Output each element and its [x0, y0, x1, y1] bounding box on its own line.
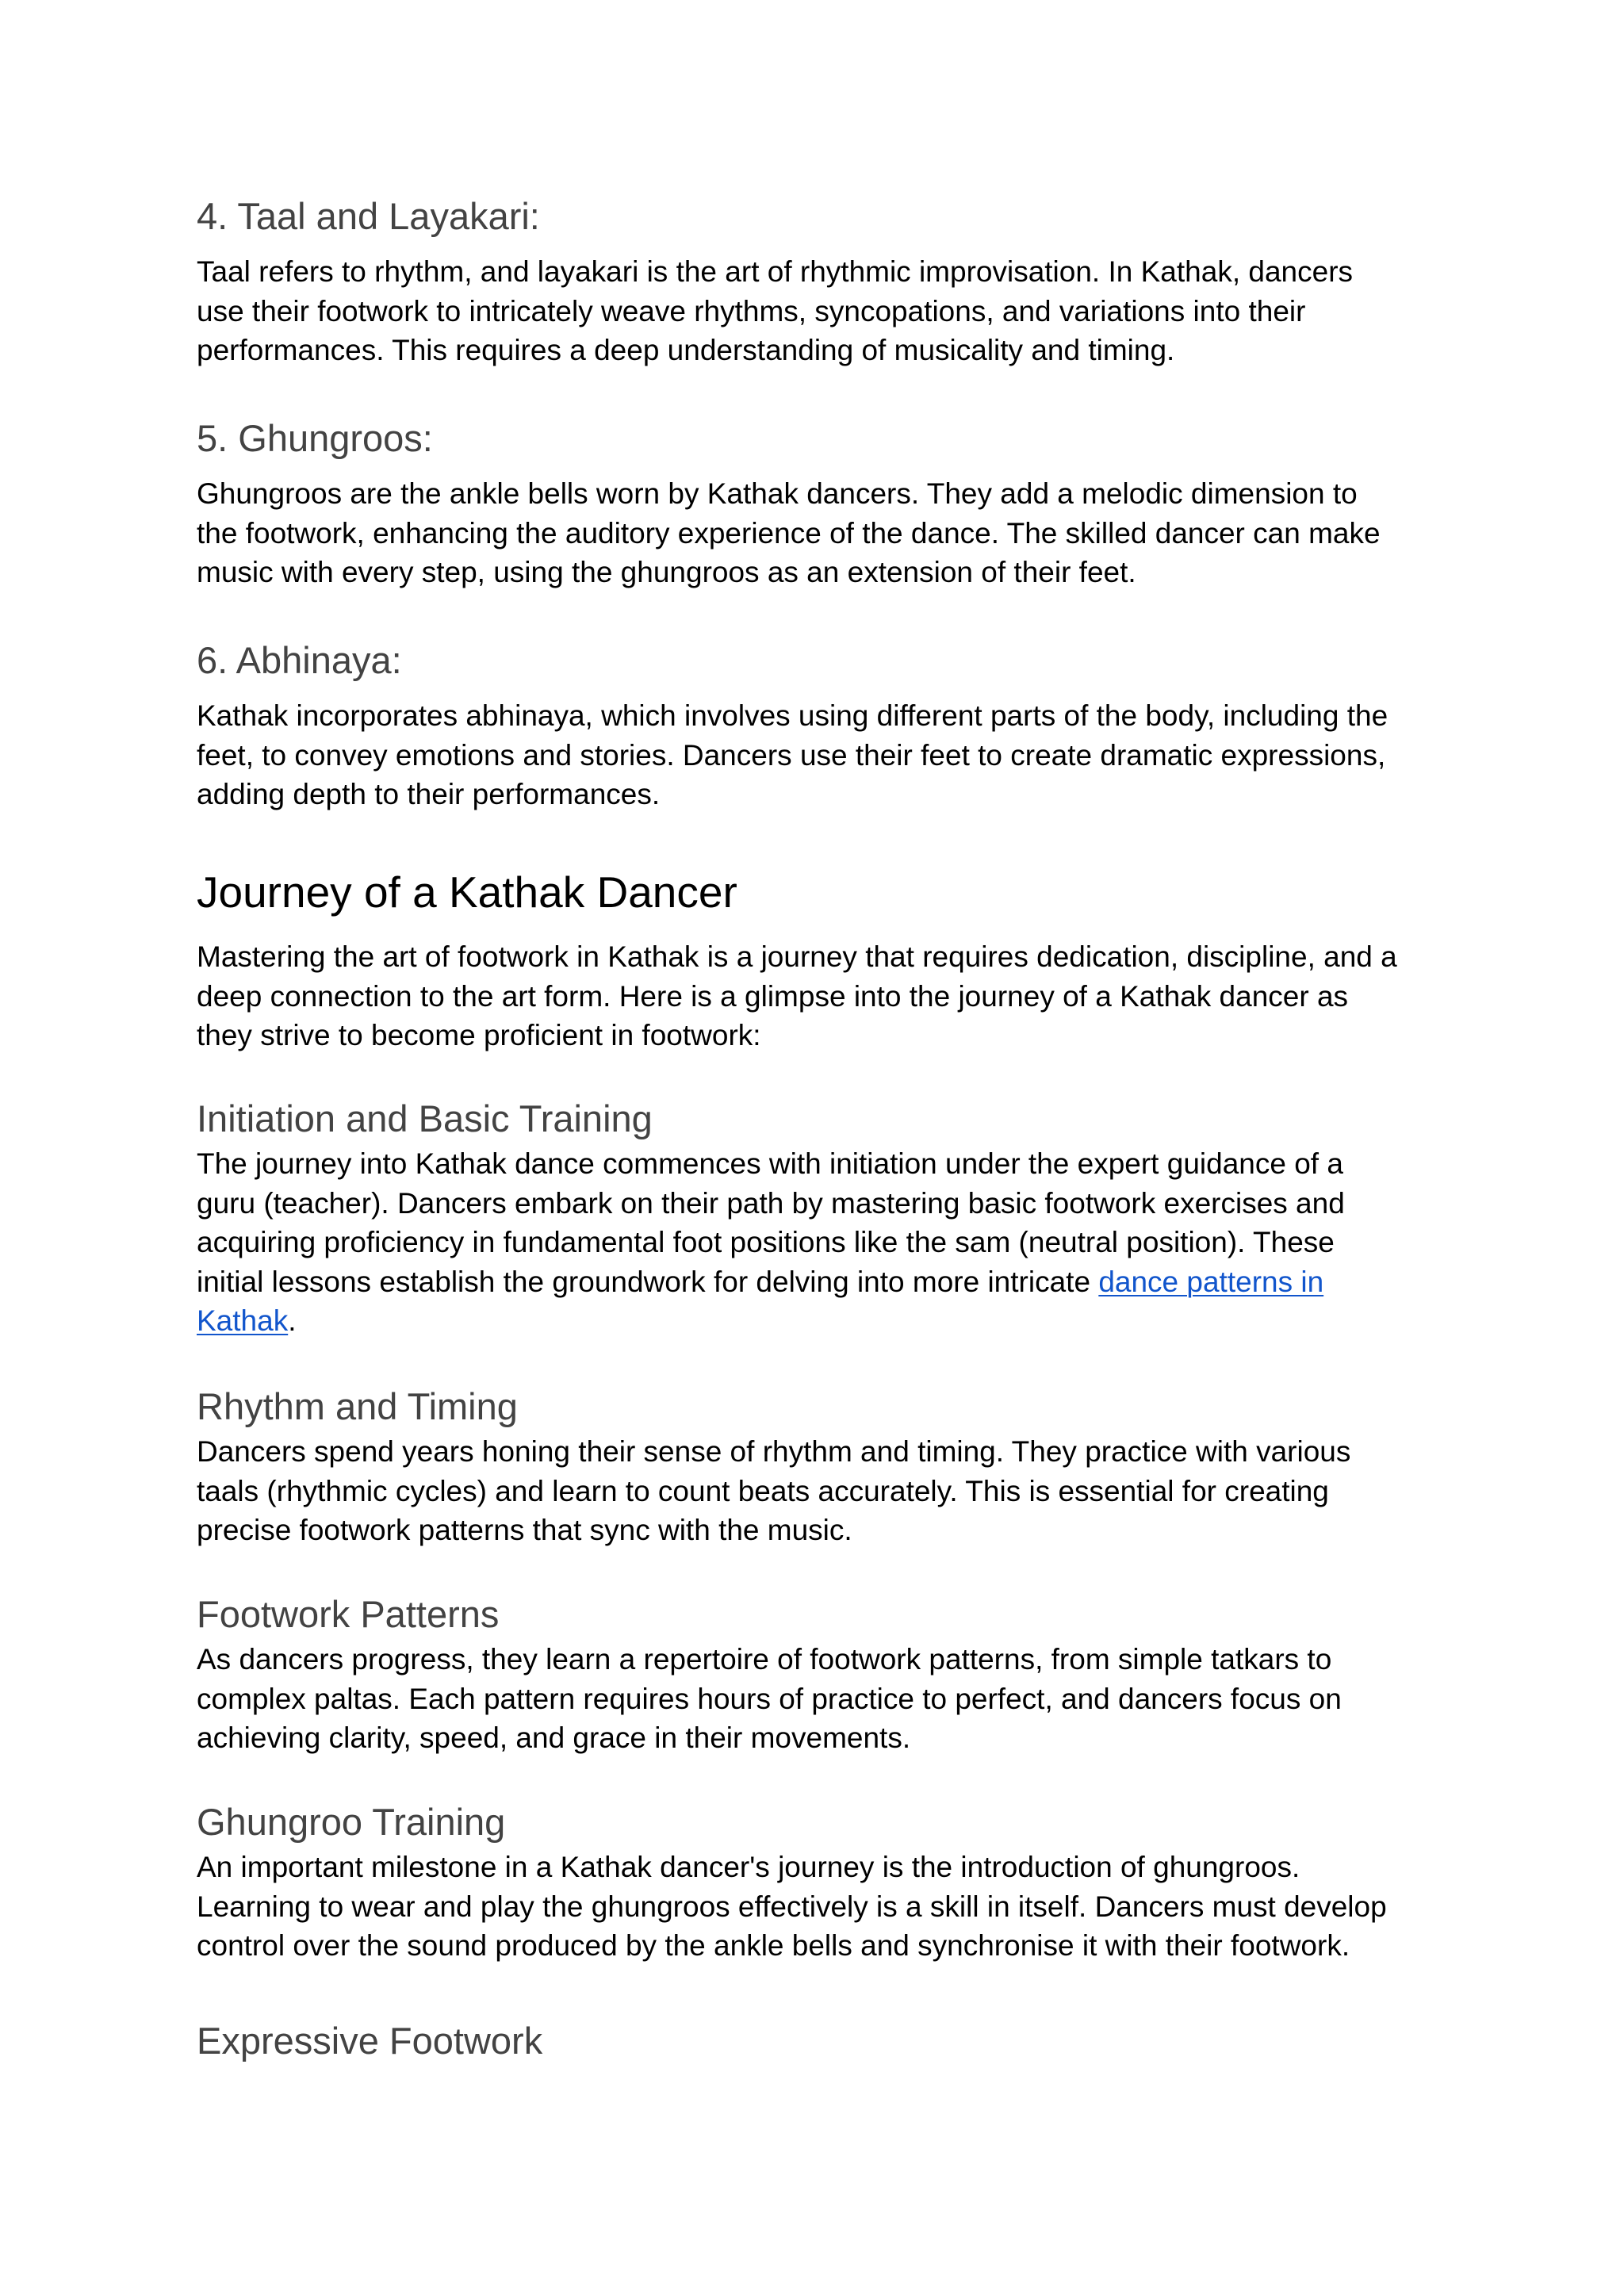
heading-rhythm-timing: Rhythm and Timing	[197, 1385, 518, 1427]
dance-patterns-link-continued[interactable]: Kathak	[197, 1304, 289, 1338]
text-line: Dancers spend years honing their sense of rhythm and timing. They practice with various	[197, 1435, 1351, 1468]
text-line: complex paltas. Each pattern requires hours of practice to perfect, and dancers focus on	[197, 1682, 1342, 1715]
text-line: acquiring proficiency in fundamental foot positions like the sam (neutral position). These	[197, 1226, 1335, 1259]
text-line: As dancers progress, they learn a repertoire of footwork patterns, from simple tatkars to	[197, 1643, 1332, 1676]
heading-footwork-patterns: Footwork Patterns	[197, 1593, 500, 1635]
text-line: Ghungroos are the ankle bells worn by Kathak dancers. They add a melodic dimension to	[197, 477, 1358, 510]
text-line: music with every step, using the ghungroos as an extension of their feet.	[197, 556, 1136, 589]
heading-expressive-footwork: Expressive Footwork	[197, 2020, 543, 2062]
text-line: Mastering the art of footwork in Kathak is a journey that requires dedication, discipline, and a	[197, 940, 1397, 973]
heading-ghungroo-training: Ghungroo Training	[197, 1801, 506, 1843]
text-line: taals (rhythmic cycles) and learn to count beats accurately. This is essential for creating	[197, 1474, 1329, 1507]
text-line: Taal refers to rhythm, and layakari is the art of rhythmic improvisation. In Kathak, dancers	[197, 255, 1354, 288]
heading-journey: Journey of a Kathak Dancer	[197, 867, 737, 917]
paragraph-abhinaya	[197, 696, 1442, 814]
paragraph-ghungroos	[197, 474, 1442, 592]
text-line: Kathak incorporates abhinaya, which involves using different parts of the body, including the	[197, 699, 1388, 732]
text-line: guru (teacher). Dancers embark on their path by mastering basic footwork exercises and	[197, 1186, 1345, 1220]
text-line: they strive to become proficient in footwork:	[197, 1019, 761, 1052]
heading-taal-layakari: 4. Taal and Layakari:	[197, 195, 540, 237]
text-line: deep connection to the art form. Here is a glimpse into the journey of a Kathak dancer as	[197, 979, 1349, 1013]
paragraph-initiation	[197, 1144, 1442, 1341]
paragraph-footwork-patterns	[197, 1640, 1442, 1758]
paragraph-journey-intro	[197, 937, 1442, 1055]
text-line	[197, 1262, 1442, 1302]
paragraph-ghungroo-training	[197, 1848, 1442, 1966]
text-line	[197, 1301, 1442, 1341]
text-line: achieving clarity, speed, and grace in their movements.	[197, 1721, 911, 1755]
text-line: use their footwork to intricately weave rhythms, syncopations, and variations into their	[197, 294, 1306, 327]
paragraph-taal-layakari	[197, 252, 1442, 370]
text-line: precise footwork patterns that sync with the music.	[197, 1514, 852, 1547]
text-line: adding depth to their performances.	[197, 778, 661, 811]
paragraph-rhythm-timing	[197, 1432, 1442, 1550]
heading-initiation: Initiation and Basic Training	[197, 1097, 653, 1139]
text-line: An important milestone in a Kathak dancer's journey is the introduction of ghungroos.	[197, 1851, 1300, 1883]
text-line: Learning to wear and play the ghungroos effectively is a skill in itself. Dancers must develop	[197, 1890, 1387, 1923]
dance-patterns-link[interactable]: dance patterns in	[1098, 1265, 1324, 1298]
text-fragment: .	[288, 1304, 297, 1338]
text-line: control over the sound produced by the ankle bells and synchronise it with their footwork.	[197, 1929, 1350, 1963]
text-line: feet, to convey emotions and stories. Dancers use their feet to create dramatic expressions,	[197, 738, 1386, 772]
text-line: performances. This requires a deep understanding of musicality and timing.	[197, 334, 1175, 367]
heading-ghungroos: 5. Ghungroos:	[197, 417, 433, 459]
heading-abhinaya: 6. Abhinaya:	[197, 639, 402, 681]
text-line: The journey into Kathak dance commences with initiation under the expert guidance of a	[197, 1147, 1343, 1180]
text-line: the footwork, enhancing the auditory experience of the dance. The skilled dancer can make	[197, 516, 1381, 550]
text-fragment: initial lessons establish the groundwork for delving into more intricate	[197, 1265, 1099, 1298]
